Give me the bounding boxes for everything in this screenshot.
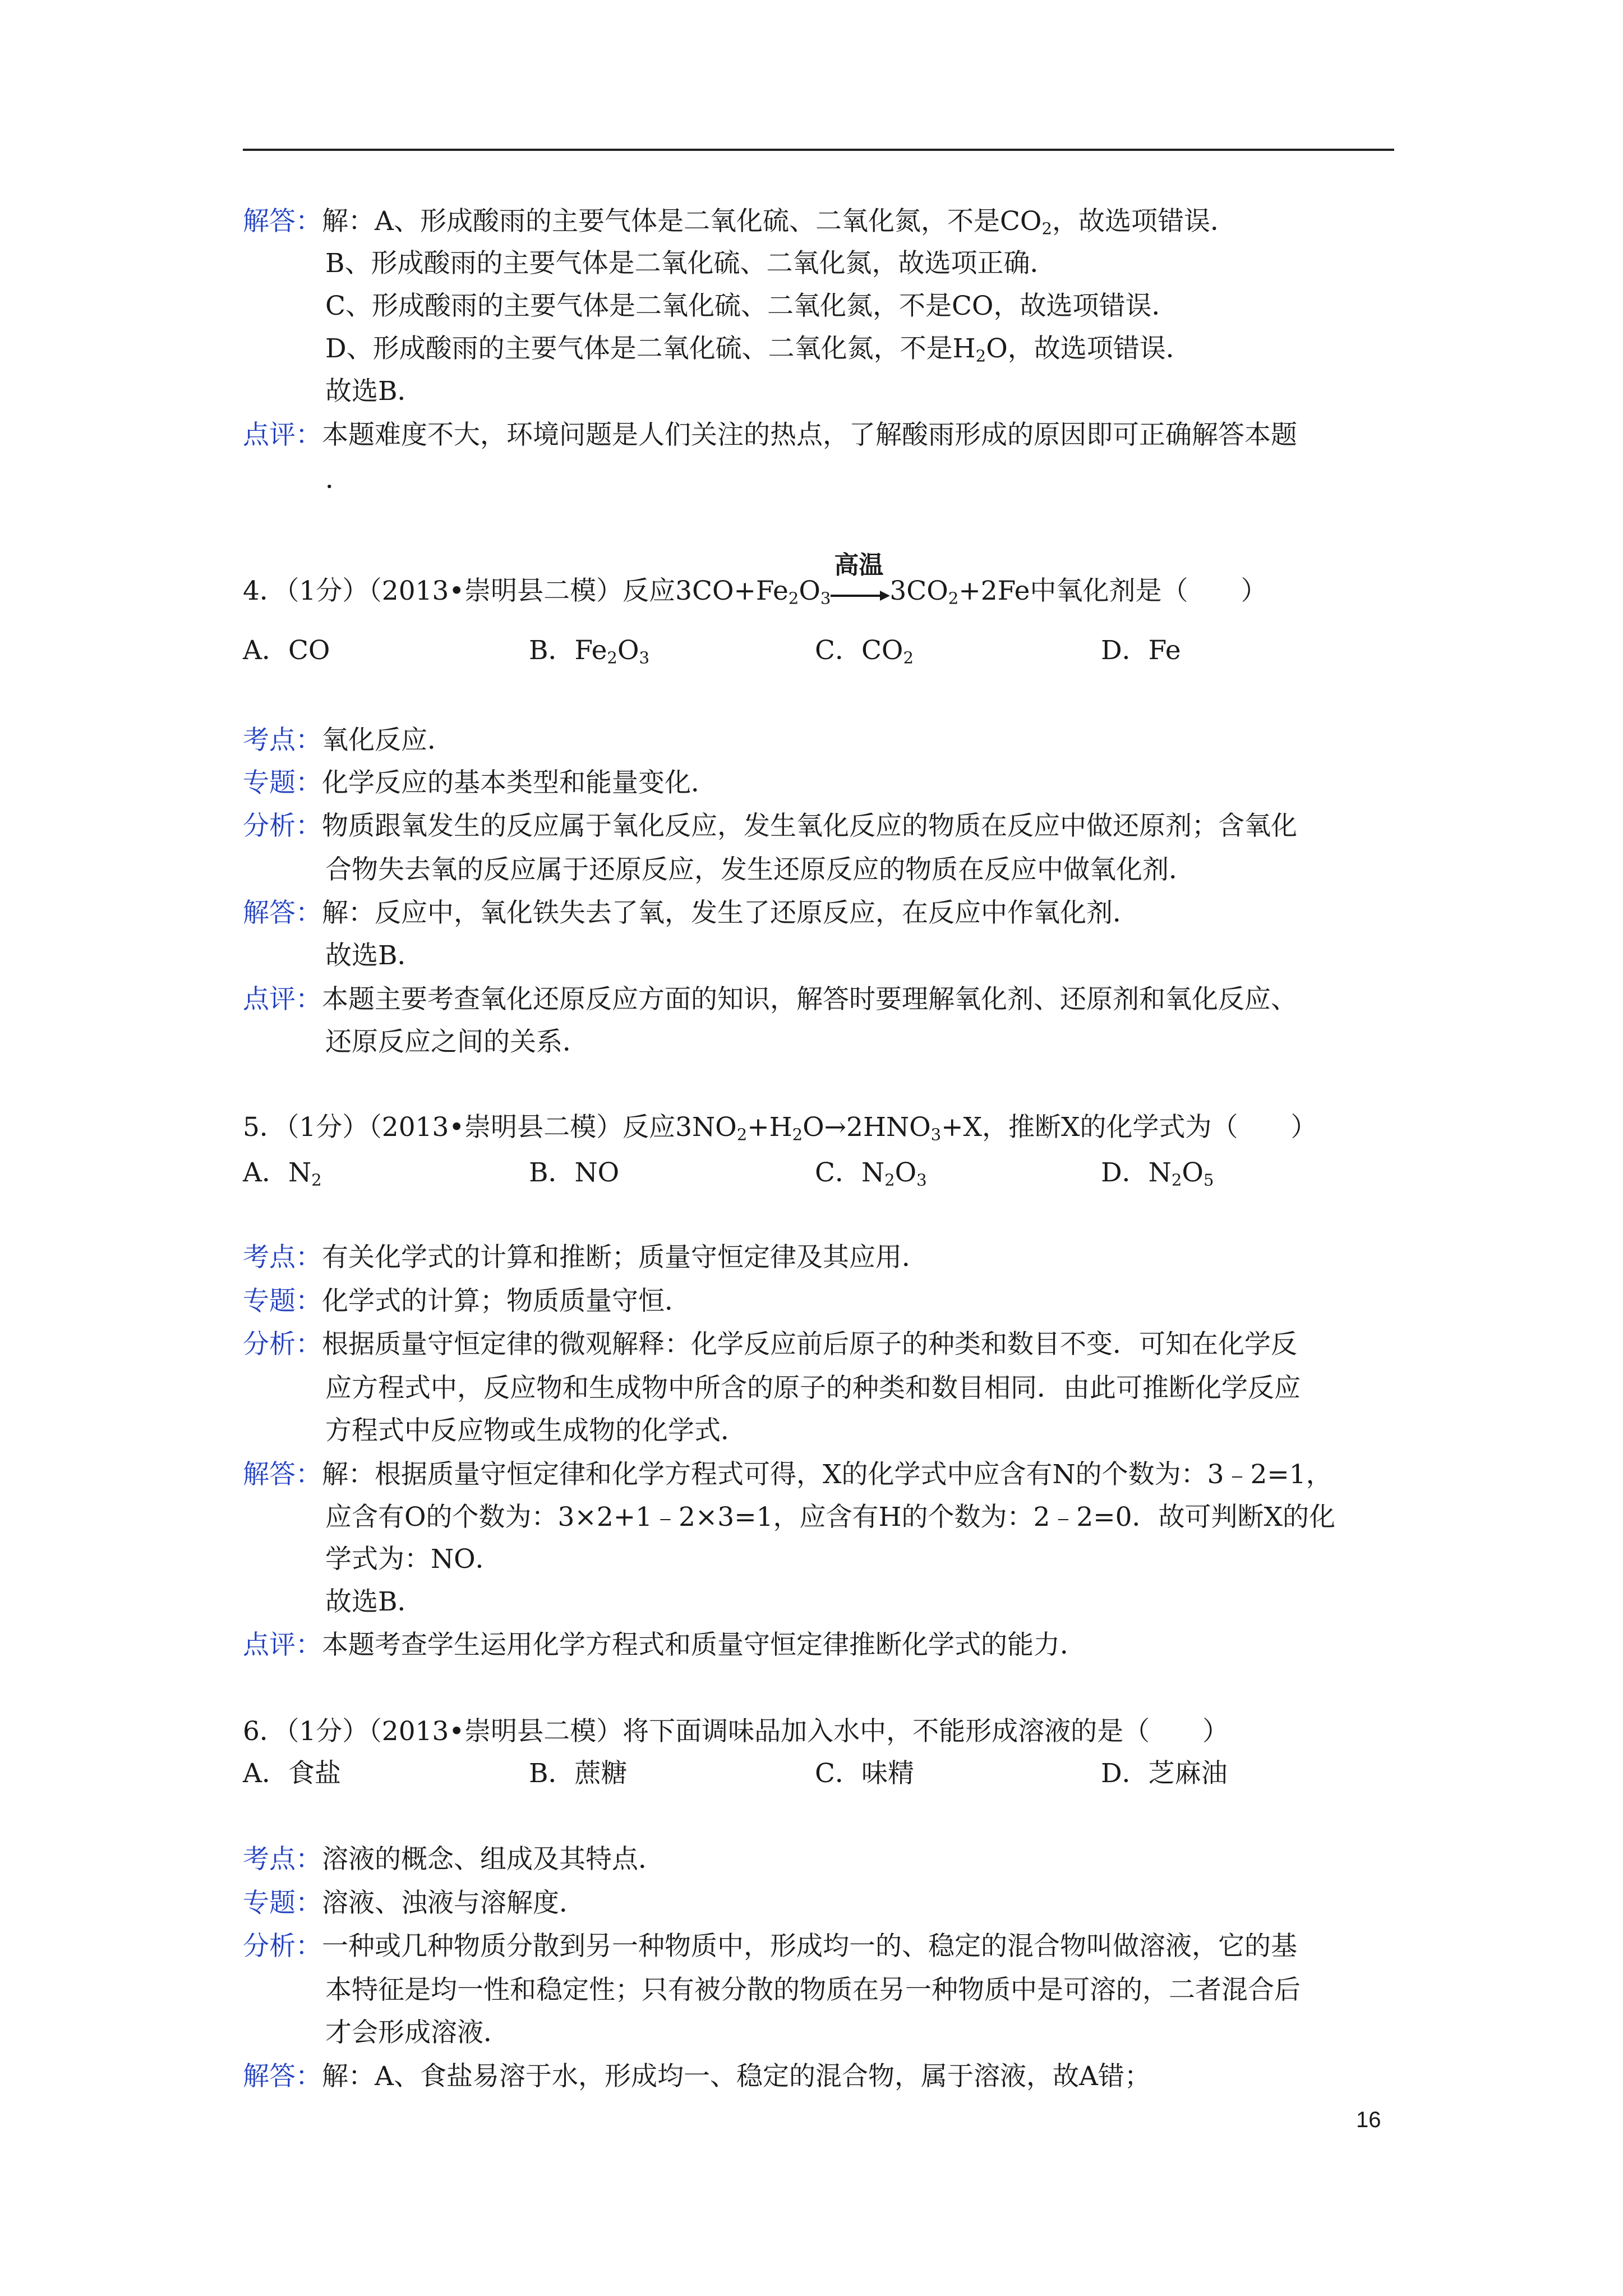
q6-option-c: C．味精 bbox=[815, 1758, 914, 1789]
q4-option-b: B．$Fe_2O_3$ bbox=[529, 635, 650, 668]
q4-fenxi-line-1: 分析：物质跟氧发生的反应属于氧化反应，发生氧化反应的物质在反应中做还原剂；含氧化 bbox=[243, 811, 1297, 841]
q5-answer-line-4: 故选B． bbox=[325, 1586, 424, 1617]
q5-option-c: C．$N_2O_3$ bbox=[815, 1157, 927, 1190]
q5-option-a: A．$N_2$ bbox=[243, 1157, 322, 1190]
q5-answer-line-1: 解答：解：根据质量守恒定律和化学方程式可得，X的化学式中应含有N的个数为：3﹣2=1， bbox=[243, 1459, 1332, 1490]
q4-zhuanti: 专题：化学反应的基本类型和能量变化． bbox=[243, 767, 717, 798]
q6-fenxi-line-1: 分析：一种或几种物质分散到另一种物质中，形成均一的、稳定的混合物叫做溶液，它的基 bbox=[243, 1931, 1297, 1962]
q3-answer-line-2: B、形成酸雨的主要气体是二氧化硫、二氧化氮，故选项正确． bbox=[325, 248, 1057, 279]
q5-option-b: B．NO bbox=[529, 1157, 620, 1188]
q5-kaodian: 考点：有关化学式的计算和推断；质量守恒定律及其应用． bbox=[243, 1242, 928, 1273]
q6-option-b: B．蔗糖 bbox=[529, 1758, 628, 1789]
q5-zhuanti: 专题：化学式的计算；物质质量守恒． bbox=[243, 1286, 691, 1317]
q5-stem: 5．（1分）（2013•崇明县二模）反应$3NO_2+H_2O\to 2HNO_3+X$，推断X的化学式为（ ） bbox=[243, 1112, 1317, 1144]
q5-option-d: D．$N_2O_5$ bbox=[1101, 1157, 1214, 1190]
q5-fenxi-line-1: 分析：根据质量守恒定律的微观解释：化学反应前后原子的种类和数目不变．可知在化学反 bbox=[243, 1329, 1297, 1360]
q3-answer-line-4: D、形成酸雨的主要气体是二氧化硫、二氧化氮，不是$H_2O$，故选项错误． bbox=[325, 333, 1192, 366]
comment-label: 点评： bbox=[243, 420, 322, 450]
q4-kaodian: 考点：氧化反应． bbox=[243, 725, 454, 756]
arrow-icon bbox=[831, 595, 884, 597]
q3-comment-line-2: ． bbox=[325, 464, 352, 495]
q4-answer-line-1: 解答：解：反应中，氧化铁失去了氧，发生了还原反应，在反应中作氧化剂． bbox=[243, 898, 1139, 928]
q4-option-d: D．Fe bbox=[1101, 635, 1181, 666]
q6-stem: 6．（1分）（2013•崇明县二模）将下面调味品加入水中，不能形成溶液的是（ ） bbox=[243, 1716, 1229, 1747]
q6-fenxi-line-3: 才会形成溶液． bbox=[325, 2017, 510, 2048]
q4-comment-line-1: 点评：本题主要考查氧化还原反应方面的知识，解答时要理解氧化剂、还原剂和氧化反应、 bbox=[243, 984, 1297, 1015]
q4-answer-line-2: 故选B． bbox=[325, 940, 424, 971]
q5-answer-line-2: 应含有O的个数为：3×2+1﹣2×3=1，应含有H的个数为：2﹣2=0．故可判断X的化 bbox=[325, 1502, 1336, 1533]
q5-answer-line-3: 学式为：NO． bbox=[325, 1544, 502, 1575]
q6-zhuanti: 专题：溶液、浊液与溶解度． bbox=[243, 1888, 585, 1918]
q5-comment-line-1: 点评：本题考查学生运用化学方程式和质量守恒定律推断化学式的能力． bbox=[243, 1630, 1086, 1660]
q3-answer-line-3: C、形成酸雨的主要气体是二氧化硫、二氧化氮，不是CO，故选项错误． bbox=[325, 291, 1178, 321]
q6-kaodian: 考点：溶液的概念、组成及其特点． bbox=[243, 1844, 665, 1875]
q4-comment-line-2: 还原反应之间的关系． bbox=[325, 1027, 589, 1057]
q6-option-d: D．芝麻油 bbox=[1101, 1758, 1228, 1789]
q3-answer-line-5: 故选B． bbox=[325, 376, 424, 407]
q4-stem: 4．（1分）（2013•崇明县二模）反应$3CO+Fe_2O_3$ 高温 $3CO_2+2Fe$中氧化剂是（ ） bbox=[243, 551, 1267, 608]
answer-label: 解答： bbox=[243, 206, 322, 237]
reaction-arrow bbox=[831, 551, 889, 608]
reaction-condition: 高温 bbox=[834, 551, 884, 579]
q3-comment-line-1: 点评：本题难度不大，环境问题是人们关注的热点，了解酸雨形成的原因即可正确解答本题 bbox=[243, 420, 1297, 450]
q4-fenxi-line-2: 合物失去氧的反应属于还原反应，发生还原反应的物质在反应中做氧化剂． bbox=[325, 854, 1195, 885]
q5-fenxi-line-3: 方程式中反应物或生成物的化学式． bbox=[325, 1415, 747, 1446]
q3-answer-line-1: 解答：解：A、形成酸雨的主要气体是二氧化硫、二氧化氮，不是$CO_2$，故选项错误． bbox=[243, 206, 1237, 238]
q5-fenxi-line-2: 应方程式中，反应物和生成物中所含的原子的种类和数目相同．由此可推断化学反应 bbox=[325, 1373, 1301, 1404]
q6-fenxi-line-2: 本特征是均一性和稳定性；只有被分散的物质在另一种物质中是可溶的，二者混合后 bbox=[325, 1975, 1301, 2005]
q4-option-a: A．CO bbox=[243, 635, 330, 666]
page-number: 16 bbox=[1356, 2108, 1381, 2132]
q6-option-a: A．食盐 bbox=[243, 1758, 341, 1789]
q4-option-c: C．$CO_2$ bbox=[815, 635, 914, 668]
q6-answer-line-1: 解答：解：A、食盐易溶于水，形成均一、稳定的混合物，属于溶液，故A错； bbox=[243, 2061, 1151, 2092]
header-rule bbox=[243, 149, 1394, 151]
